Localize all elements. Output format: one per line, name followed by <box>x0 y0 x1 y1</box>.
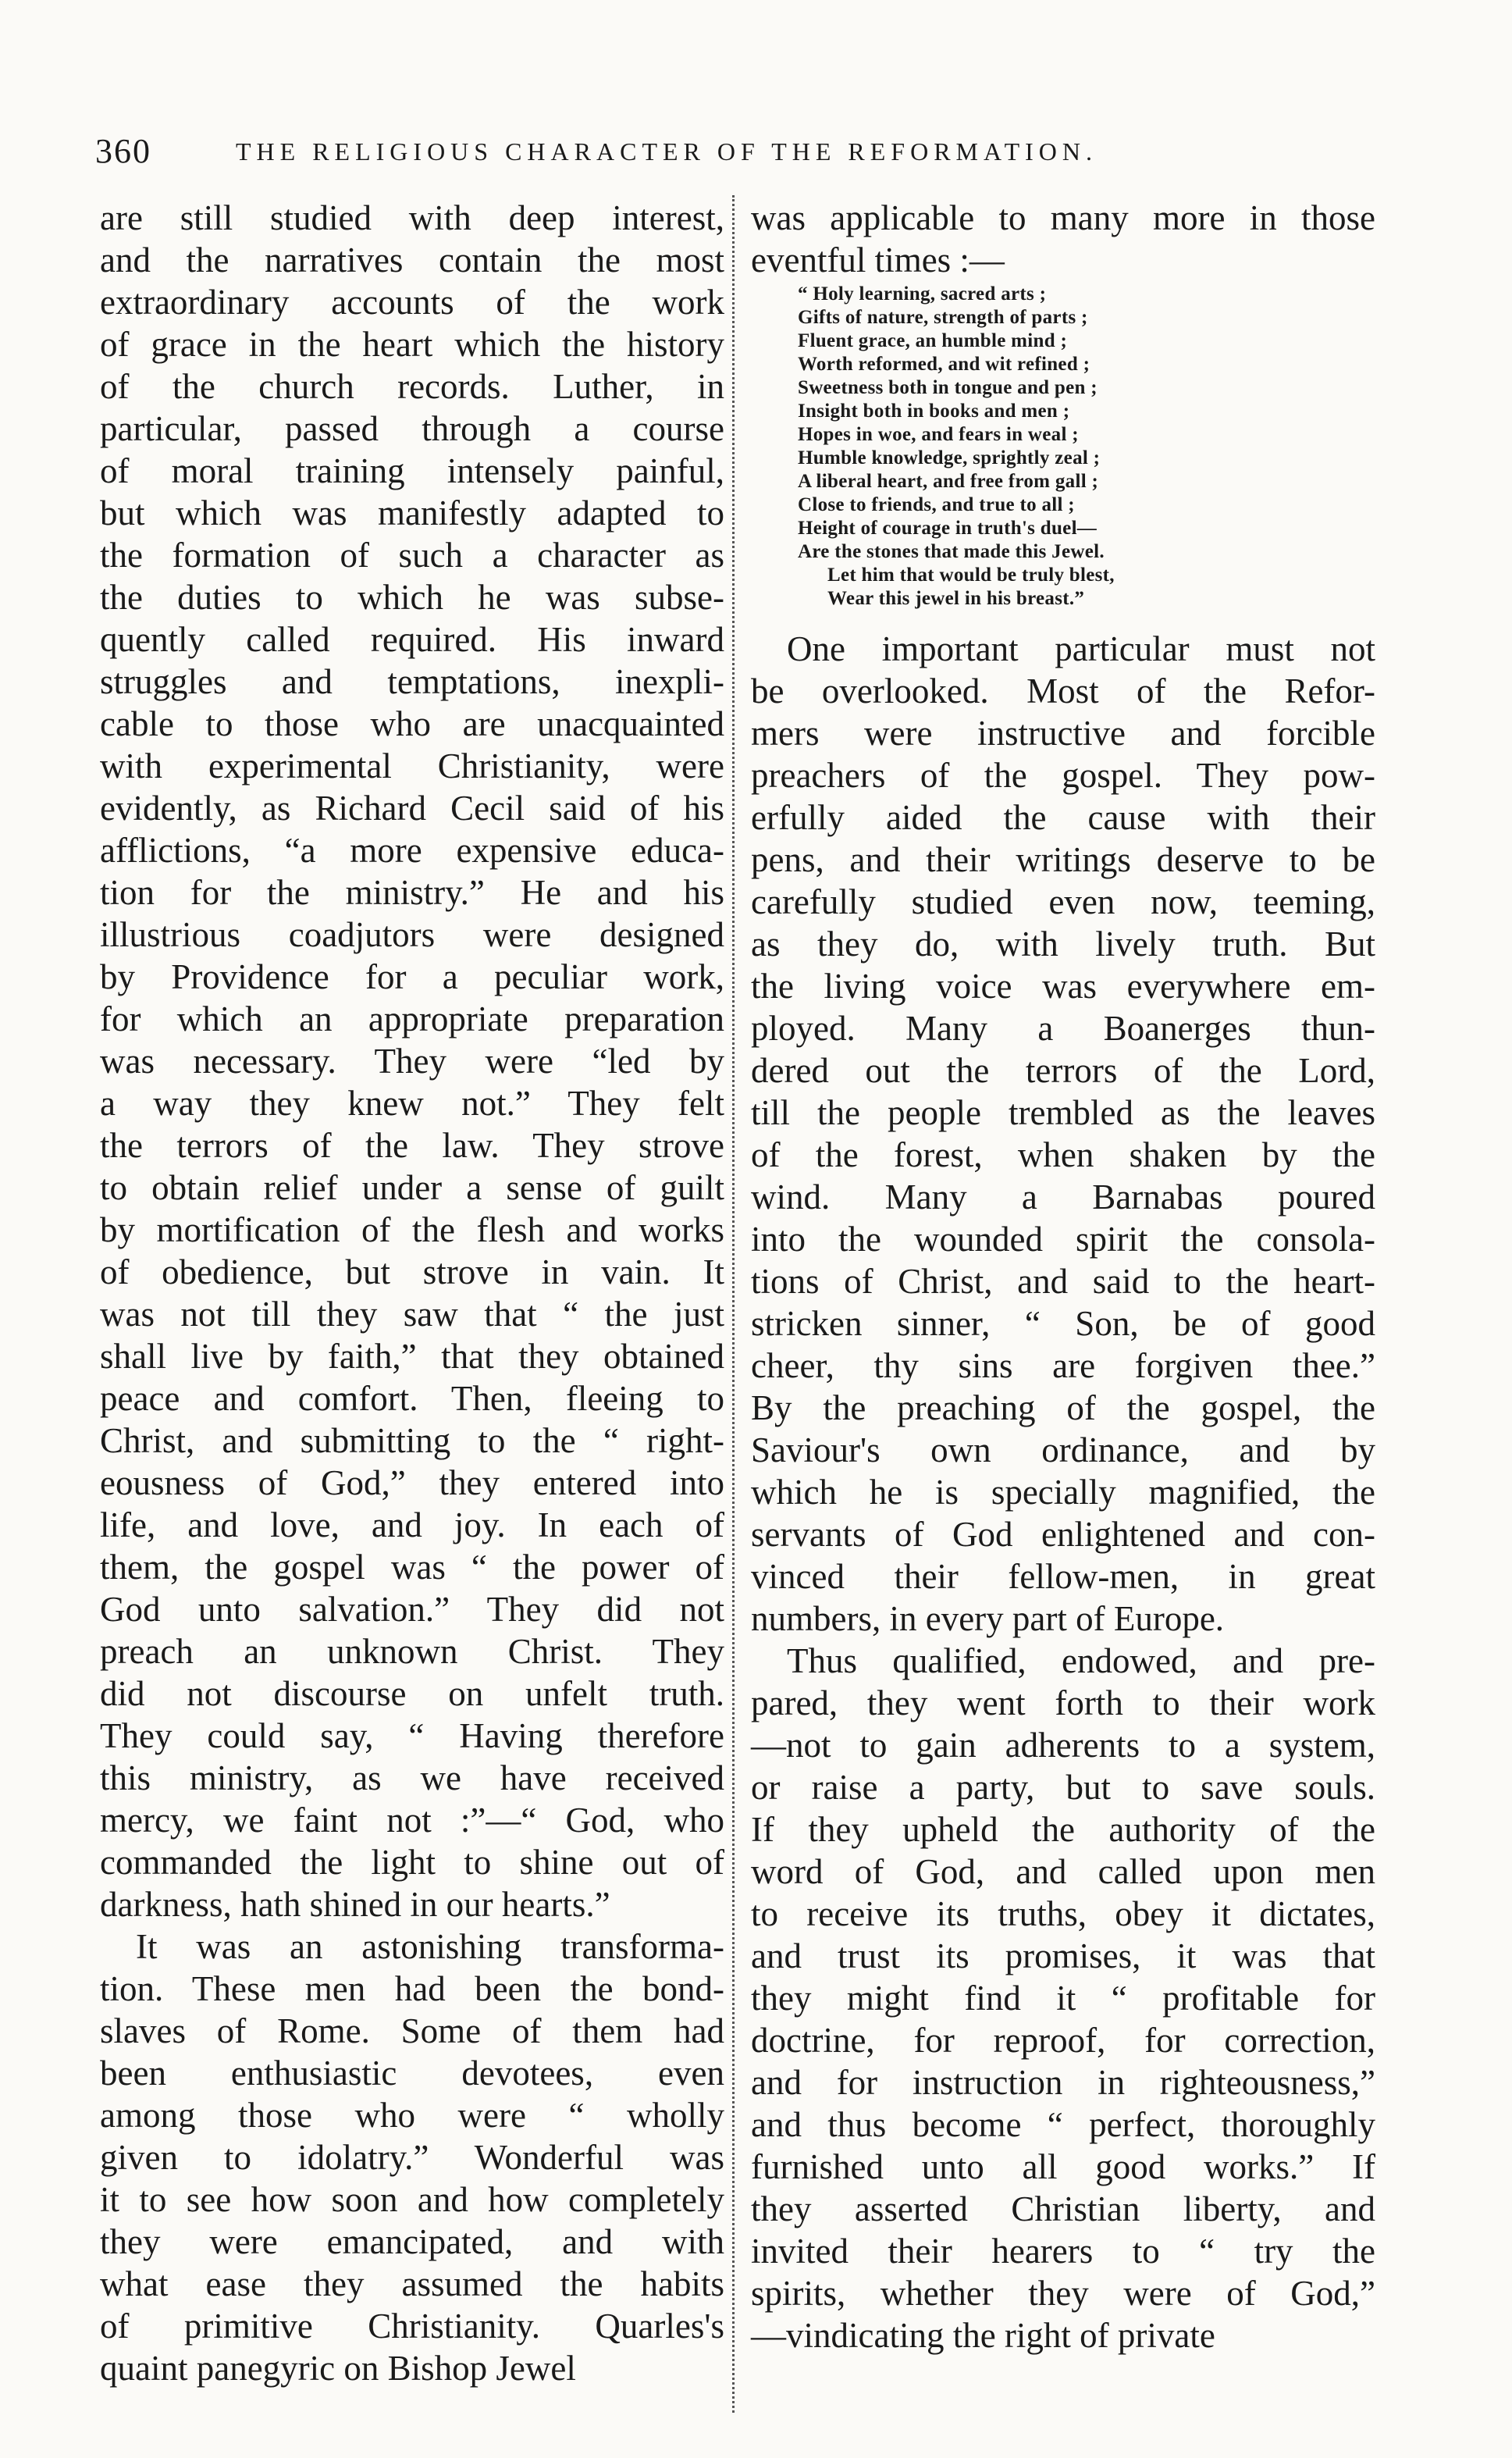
text-line: commanded the light to shine out of <box>100 1843 724 1882</box>
text-line: of the church records. Luther, in <box>100 367 724 406</box>
text-line: preachers of the gospel. They pow- <box>751 756 1375 795</box>
verse-line: Gifts of nature, strength of parts ; <box>798 307 1088 328</box>
text-line: quaint panegyric on Bishop Jewel <box>100 2349 576 2388</box>
text-line: —vindicating the right of private <box>751 2316 1215 2355</box>
text-line: of grace in the heart which the history <box>100 325 724 364</box>
right-column <box>751 197 1375 2356</box>
text-line: servants of God enlightened and con- <box>751 1515 1375 1554</box>
text-line: and for instruction in righteousness,” <box>751 2063 1375 2102</box>
text-line: till the people trembled as the leaves <box>751 1093 1375 1132</box>
text-line: struggles and temptations, inexpli- <box>100 662 724 701</box>
text-line: particular, passed through a course <box>100 409 724 448</box>
verse-line: Humble knowledge, sprightly zeal ; <box>798 447 1101 468</box>
text-line: Christ, and submitting to the “ right- <box>100 1421 724 1460</box>
text-line: eventful times :— <box>751 240 1005 280</box>
text-line: furnished unto all good works.” If <box>751 2147 1375 2186</box>
text-line: was not till they saw that “ the just <box>100 1295 724 1334</box>
text-line: wind. Many a Barnabas poured <box>751 1177 1375 1217</box>
text-line: They could say, “ Having therefore <box>100 1716 724 1755</box>
text-line: carefully studied even now, teeming, <box>751 882 1375 921</box>
text-line: quently called required. His inward <box>100 620 724 659</box>
text-line: by Providence for a peculiar work, <box>100 957 724 996</box>
text-line: slaves of Rome. Some of them had <box>100 2011 724 2050</box>
text-line: be overlooked. Most of the Refor- <box>751 671 1375 711</box>
verse-line: Wear this jewel in his breast.” <box>827 588 1085 609</box>
text-line: the formation of such a character as <box>100 536 724 575</box>
text-line: a way they knew not.” They felt <box>100 1084 724 1123</box>
right-column-intro <box>751 197 1375 281</box>
text-line: are still studied with deep interest, <box>100 198 724 237</box>
text-line: for which an appropriate preparation <box>100 999 724 1038</box>
text-line: did not discourse on unfelt truth. <box>100 1674 724 1713</box>
text-line: spirits, whether they were of God,” <box>751 2274 1375 2313</box>
text-line: afflictions, “a more expensive educa- <box>100 831 724 870</box>
text-line: they asserted Christian liberty, and <box>751 2189 1375 2228</box>
text-line: peace and comfort. Then, fleeing to <box>100 1379 724 1418</box>
text-line: of primitive Christianity. Quarles's <box>100 2307 724 2346</box>
verse-line: Sweetness both in tongue and pen ; <box>798 377 1098 398</box>
text-line: mers were instructive and forcible <box>751 714 1375 753</box>
text-line: pens, and their writings deserve to be <box>751 840 1375 879</box>
verse-line: Height of courage in truth's duel— <box>798 518 1098 539</box>
text-line: —not to gain adherents to a system, <box>751 1726 1375 1765</box>
left-column <box>100 197 724 2389</box>
text-line: It was an astonishing transforma- <box>136 1927 724 1966</box>
verse-line: Are the stones that made this Jewel. <box>798 541 1105 562</box>
text-line: the terrors of the law. They strove <box>100 1126 724 1165</box>
text-line: with experimental Christianity, were <box>100 746 724 785</box>
verse-line: Insight both in books and men ; <box>798 401 1070 422</box>
text-line: was necessary. They were “led by <box>100 1042 724 1081</box>
text-line: ployed. Many a Boanerges thun- <box>751 1009 1375 1048</box>
text-line: darkness, hath shined in our hearts.” <box>100 1885 610 1924</box>
text-line: the duties to which he was subse- <box>100 578 724 617</box>
text-line: and thus become “ perfect, thoroughly <box>751 2105 1375 2144</box>
text-line: cable to those who are unacquainted <box>100 704 724 743</box>
text-line: If they upheld the authority of the <box>751 1810 1375 1849</box>
text-line: Saviour's own ordinance, and by <box>751 1430 1375 1469</box>
text-line: to receive its truths, obey it dictates, <box>751 1894 1375 1933</box>
text-line: was applicable to many more in those <box>751 198 1375 237</box>
text-line: them, the gospel was “ the power of <box>100 1548 724 1587</box>
text-line: word of God, and called upon men <box>751 1852 1375 1891</box>
running-header <box>95 131 1391 175</box>
text-line: tion. These men had been the bond- <box>100 1969 724 2008</box>
verse-line: Hopes in woe, and fears in weal ; <box>798 424 1079 445</box>
text-line: vinced their fellow-men, in great <box>751 1557 1375 1596</box>
page-number: 360 <box>95 132 151 170</box>
text-line: of obedience, but strove in vain. It <box>100 1252 724 1291</box>
text-line: illustrious coadjutors were designed <box>100 915 724 954</box>
text-line: shall live by faith,” that they obtained <box>100 1337 724 1376</box>
verse-line: “ Holy learning, sacred arts ; <box>798 283 1047 305</box>
text-line: by mortification of the flesh and works <box>100 1210 724 1249</box>
text-line: God unto salvation.” They did not <box>100 1590 724 1629</box>
text-line: this ministry, as we have received <box>100 1758 724 1797</box>
text-line: given to idolatry.” Wonderful was <box>100 2138 724 2177</box>
right-column-body <box>751 628 1375 2356</box>
text-line: tions of Christ, and said to the heart- <box>751 1262 1375 1301</box>
text-line: and the narratives contain the most <box>100 240 724 280</box>
text-line: numbers, in every part of Europe. <box>751 1599 1225 1638</box>
text-line: they might find it “ profitable for <box>751 1979 1375 2018</box>
text-line: as they do, with lively truth. But <box>751 924 1375 964</box>
text-line: tion for the ministry.” He and his <box>100 873 724 912</box>
verse-line: Worth reformed, and wit refined ; <box>798 354 1090 375</box>
text-line: of the forest, when shaken by the <box>751 1135 1375 1174</box>
text-line: pared, they went forth to their work <box>751 1683 1375 1722</box>
text-line: invited their hearers to “ try the <box>751 2232 1375 2271</box>
text-line: it to see how soon and how completely <box>100 2180 724 2219</box>
text-line: what ease they assumed the habits <box>100 2264 724 2303</box>
text-line: been enthusiastic devotees, even <box>100 2054 724 2093</box>
text-line: among those who were “ wholly <box>100 2096 724 2135</box>
text-line: Thus qualified, endowed, and pre- <box>787 1641 1375 1680</box>
text-line: eousness of God,” they entered into <box>100 1463 724 1502</box>
verse-line: A liberal heart, and free from gall ; <box>798 471 1099 492</box>
text-line: mercy, we faint not :”—“ God, who <box>100 1801 724 1840</box>
column-divider <box>732 195 735 2413</box>
text-line: doctrine, for reproof, for correction, <box>751 2021 1375 2060</box>
text-line: life, and love, and joy. In each of <box>100 1505 724 1544</box>
text-line: but which was manifestly adapted to <box>100 493 724 533</box>
text-line: they were emancipated, and with <box>100 2222 724 2261</box>
verse-quotation <box>798 283 1329 611</box>
running-title: THE RELIGIOUS CHARACTER OF THE REFORMATION. <box>236 137 1098 166</box>
verse-line: Fluent grace, an humble mind ; <box>798 330 1068 351</box>
text-line: cheer, thy sins are forgiven thee.” <box>751 1346 1375 1385</box>
text-line: to obtain relief under a sense of guilt <box>100 1168 724 1207</box>
text-line: erfully aided the cause with their <box>751 798 1375 837</box>
verse-line: Close to friends, and true to all ; <box>798 494 1075 515</box>
text-line: stricken sinner, “ Son, be of good <box>751 1304 1375 1343</box>
text-line: the living voice was everywhere em- <box>751 967 1375 1006</box>
text-line: of moral training intensely painful, <box>100 451 724 490</box>
text-line: into the wounded spirit the consola- <box>751 1220 1375 1259</box>
text-line: or raise a party, but to save souls. <box>751 1768 1375 1807</box>
text-line: and trust its promises, it was that <box>751 1936 1375 1975</box>
text-line: evidently, as Richard Cecil said of his <box>100 789 724 828</box>
text-line: preach an unknown Christ. They <box>100 1632 724 1671</box>
text-line: dered out the terrors of the Lord, <box>751 1051 1375 1090</box>
text-line: which he is specially magnified, the <box>751 1473 1375 1512</box>
text-line: One important particular must not <box>787 629 1375 668</box>
verse-line: Let him that would be truly blest, <box>827 565 1115 586</box>
text-line: By the preaching of the gospel, the <box>751 1388 1375 1427</box>
text-line: extraordinary accounts of the work <box>100 283 724 322</box>
